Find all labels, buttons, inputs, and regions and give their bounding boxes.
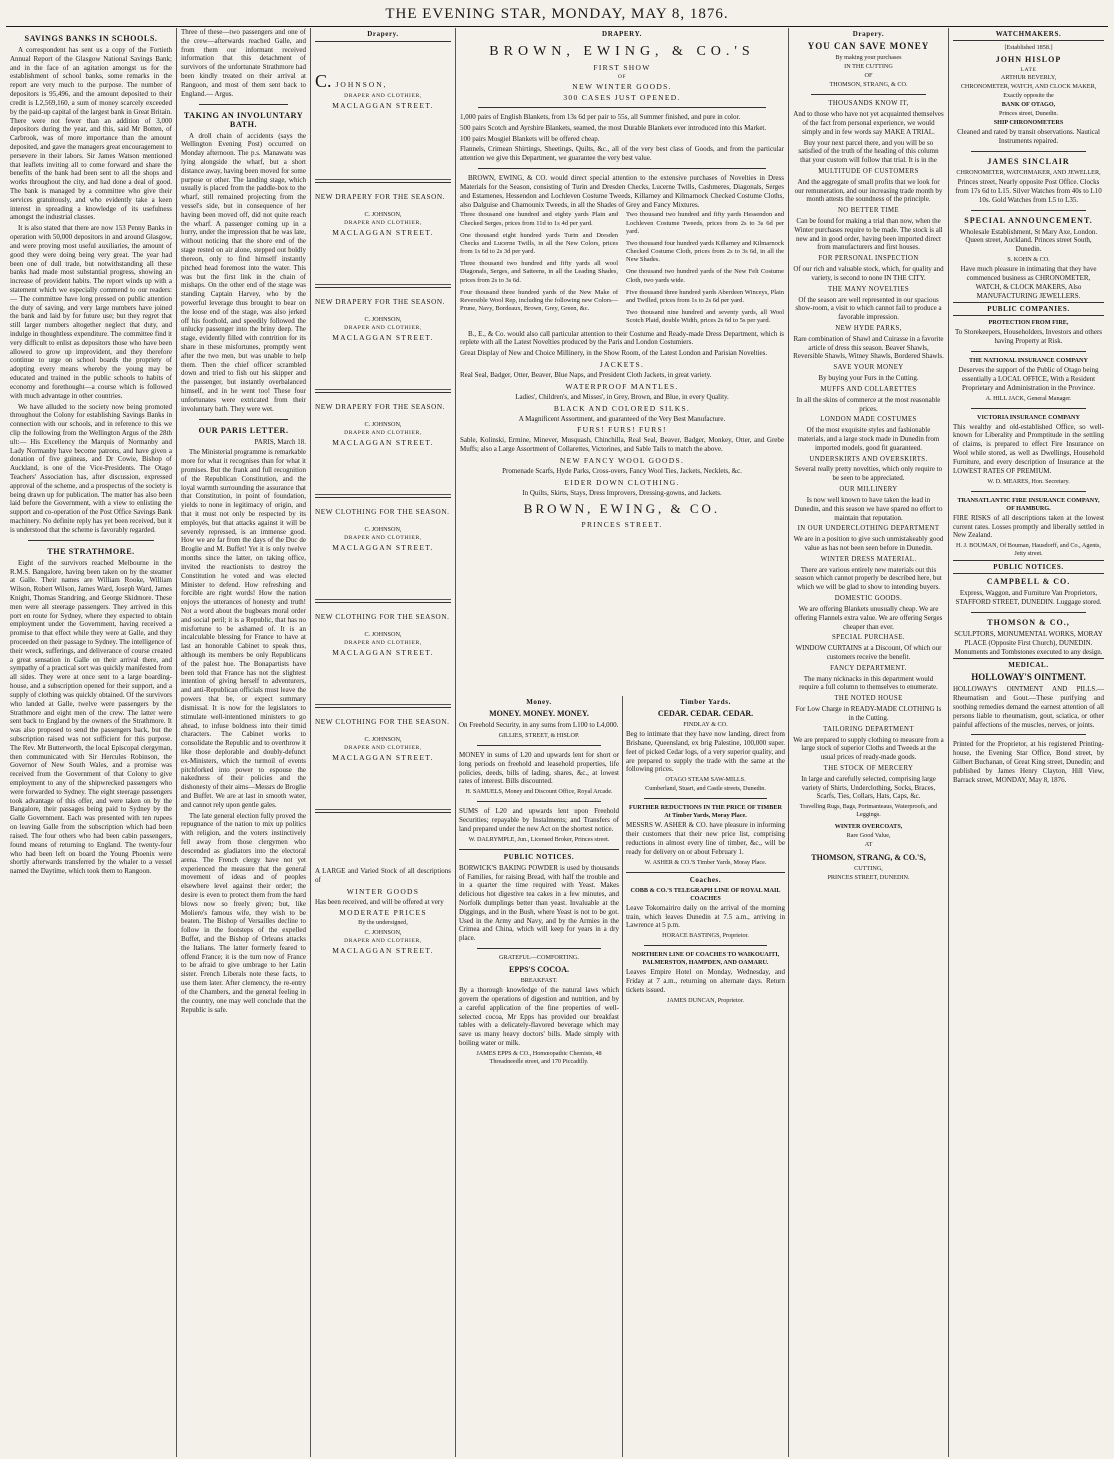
ad-street: MACLAGGAN STREET. <box>332 753 434 763</box>
save-money-title: YOU CAN SAVE MONEY <box>807 41 930 51</box>
divider <box>477 745 601 746</box>
silks-text: A Magnificent Assortment, and guaranteed of the Very Best Manufacture. <box>518 414 726 423</box>
column-brown-ewing <box>455 28 788 1457</box>
ad-draper: DRAPER AND CLOTHIER, <box>344 220 422 227</box>
ad-c-johnson: C. JOHNSON, <box>364 316 402 323</box>
divider <box>971 408 1086 409</box>
divider <box>971 210 1086 211</box>
protection: PROTECTION FROM FIRE, <box>988 319 1069 327</box>
opposite: Exactly opposite the <box>1003 92 1054 100</box>
section-title: THE MANY NOVELTIES <box>827 285 910 293</box>
blanket-item: 1,000 pairs of English Blankets, from 13s 6d per pair to 55s, all Summer finished, and pure in color. <box>460 113 741 121</box>
public-notices-heading-2: PUBLIC NOTICES. <box>953 560 1104 574</box>
ad-c-johnson: C. JOHNSON, <box>364 526 402 533</box>
moderate-prices: MODERATE PRICES <box>339 908 427 918</box>
waterproof-text: Ladies', Children's, and Misses', in Grey, Brown, and Blue, in every Quality. <box>515 392 729 401</box>
drapery-heading-3: Drapery. <box>852 30 885 38</box>
ad-name: JOHNSON, <box>335 80 388 89</box>
paris-paragraph-2: The late general election fully proved the repugnance of the nation to mix up politics with religion, and the voters instinctively fell away from those clergymen who descended as gladiators into the electoral arena. The French clergy have not yet experienced the measure that the general movement of ideas and of peoples elsewhere level against their order; the desire is even to protect them from the hard blows now so freely given; but, like Moliere's famous wife, they wish to be beaten. The Bishop of Versailles decline to follow in the footsteps of the expelled Buffet, and the Bishop of Orleans attacks the Italians. The latter formerly feared to offend France; it is the turn now of France to be afraid to give umbrage to her Latin sister. French Liberals note these facts, to use them later. After clemency, the re-entry of the Chambers, and the general feeling in the country, one may well conclude that the Republic is safe. <box>181 811 306 1014</box>
divider <box>811 94 926 95</box>
timber-heading: Timber Yards. <box>680 698 731 706</box>
princes: PRINCES STREET, DUNEDIN. <box>827 873 910 881</box>
divider <box>971 491 1086 492</box>
masthead: THE EVENING STAR, MONDAY, MAY 8, 1876. <box>6 4 1108 27</box>
johnson-ad <box>315 287 451 390</box>
section-text: For Low Charge in READY-MADE CLOTHING Is in the Cutting. <box>795 705 942 722</box>
list-item: Three thousand two hundred and fifty yards all wool Diagonals, Serges, and Satteens, in all the Leading Shades, prices from 2s to 3s 6d. <box>460 260 618 284</box>
ship-text: Cleaned and rated by transit observations. Nautical Instruments repaired. <box>957 128 1100 146</box>
ad-c-johnson: C. JOHNSON, <box>364 736 402 743</box>
divider <box>971 734 1086 735</box>
street: MACLAGGAN STREET. <box>332 945 434 955</box>
new-winter-goods: NEW WINTER GOODS. <box>572 82 672 91</box>
trans-text: FIRE RISKS of all descriptions taken at the lowest current rates. Losses promptly and liberally settled in New Zealand. <box>953 513 1104 540</box>
large-stock-text: A LARGE and Varied Stock of all descriptions of <box>315 867 451 884</box>
furs-text: Sable, Kolinski, Ermine, Minever, Musquash, Chinchilla, Real Seal, Beaver, Badger, Monkey, Otter, and Grebe Muffs; also a Large Assortment of Collarettes, Victorines, and Sable Tails to match the above. <box>460 436 784 454</box>
medical-heading: MEDICAL. <box>953 658 1104 669</box>
divider <box>971 151 1086 152</box>
list-item: Four thousand three hundred yards of the New Make of Reversible Wool Rep, including the following new Colors—Prune, Navy, Bordeaux, Brown, Grey, Green, &c. <box>460 288 618 313</box>
section-title: WINTER DRESS MATERIAL. <box>820 555 917 563</box>
cobb-title: COBB & CO.'S TELEGRAPH LINE OF ROYAL MAIL COACHES <box>630 886 781 902</box>
ad-headline: NEW CLOTHING FOR THE SEASON. <box>315 718 450 726</box>
list-item: Two thousand nine hundred and seventy yards, all Wool Scotch Plaid, double Width, prices 2s 6d to 5s per yard. <box>626 309 784 325</box>
ad-street: MACLAGGAN STREET. <box>332 101 434 110</box>
section-text: In all the skins of commerce at the most reasonable prices. <box>796 395 941 413</box>
ts-sign: THOMSON, STRANG, & CO.'S, <box>811 852 926 862</box>
waterproof-title: WATERPROOF MANTLES. <box>565 381 679 391</box>
johnson-ads-list <box>315 182 451 810</box>
sinclair: JAMES SINCLAIR <box>987 157 1070 167</box>
ad-initial: C. <box>315 71 332 91</box>
divider <box>477 801 601 802</box>
money-column <box>456 696 622 1457</box>
special-attention: BROWN, EWING, & CO. would direct special attention to the extensive purchases of Novelties in Dress Materials for the Season, consisting of Turin and Dresden Checks, Lucerne Twills, Cashmeres, Diagonals, Serges and Estamenes, Hessendon and Lochleven Costume Tweeds, Killarney and Kilmarnock Checked Costume Cloths, also Dalguise and Chamounix Tweeds, in all the Shades of Grey and Fancy Mixtures. <box>460 174 784 209</box>
sinclair-sub: CHRONOMETER, WATCHMAKER, AND JEWELLER, <box>956 169 1101 177</box>
campbell: CAMPBELL & CO. <box>986 577 1071 587</box>
protection-text: To Storekeepers, Householders, Investors and others having Property at Risk. <box>954 328 1103 346</box>
divider <box>478 107 766 108</box>
section-text: Is now well known to have taken the lead in Dunedin, and this season we have spared no effort to maintain that reputation. <box>794 495 943 522</box>
reductions: FURTHER REDUCTIONS IN THE PRICE OF TIMBER At Timber Yards, Moray Place. <box>628 804 782 820</box>
money-timber-section <box>456 696 788 1457</box>
silks-title: BLACK AND COLORED SILKS. <box>553 403 691 413</box>
by-making: By making your purchases <box>835 54 902 61</box>
cedar-title: CEDAR. CEDAR. CEDAR. <box>657 709 754 718</box>
ad-draper: DRAPER AND CLOTHIER, <box>344 430 422 437</box>
blanket-item: Flannels, Crimean Shirtings, Sheetings, Quilts, &c., all of the very best class of Goods, and from the particular attention we give this Department, we guarantee the very best value. <box>460 145 784 163</box>
section-text: Buy your next parcel there, and you will be so satisfied of the truth of the heading of this column that your custom will follow that trial. It is in the <box>798 138 939 165</box>
section-title: OUR MILLINERY <box>839 486 898 494</box>
column-news-2 <box>176 28 310 1457</box>
section-text: We are offering Blankets unusually cheap. We are offering Flannels extra value. We are offering Serges cheaper than ever. <box>794 604 943 631</box>
section-text: There are various entirely new materials out this season which cannot properly be described here, but which we will be glad to show to intending buyers. <box>795 565 942 592</box>
section-title: DOMESTIC GOODS. <box>834 595 903 603</box>
cobb-text: Leave Tokomairiro daily on the arrival of the morning train, which leaves Dunedin at 7.5 a.m., arriving in Lawrence at 5 p.m. <box>626 903 785 930</box>
princes: Princes street, Dunedin. <box>998 110 1059 118</box>
ad-street: MACLAGGAN STREET. <box>332 228 434 238</box>
large-stock-sub: Has been received, and will be offered at very <box>315 897 444 906</box>
ad-street: MACLAGGAN STREET. <box>332 333 434 343</box>
blanket-item: 500 pairs Scotch and Ayrshire Blankets, seamed, the most Durable Blankets ever introduced into this Market. <box>460 123 767 132</box>
public-notices-heading: PUBLIC NOTICES. <box>459 849 619 861</box>
millinery: Great Display of New and Choice Millinery, in the Show Room, of the Latest London and Parisian Novelties. <box>460 349 768 358</box>
breakfast: BREAKFAST. <box>520 977 558 985</box>
timber-column <box>622 696 788 1457</box>
list-item: One thousand eight hundred yards Turin and Dresden Checks and Lucerne Twills, in all the New Colors, prices from 1s 6d to 2s 3d per yard. <box>460 231 618 256</box>
borwick-text: BORWICK'S BAKING POWDER is used by thousands of Families, for raising Bread, with half the trouble and in a quarter the time required with Yeast. Makes delicious hot digestive tea cakes in a few minutes, and Norfolk dumplings better than yeast. Invaluable at the Diggings, and in the Bush, where Yeast is not to be got. Used in the Army and Navy, and by the Armies in the Crimea and China, which will keep for years in a dry place. <box>459 863 619 943</box>
paris-letter-title: OUR PARIS LETTER. <box>198 425 289 435</box>
winter-goods: WINTER GOODS <box>346 886 420 896</box>
special-text: Wholesale Establishment, St Mary Axe, London. Queen street, Auckland. Princes street South, Dunedin. <box>959 227 1098 254</box>
epps-address: JAMES EPPS & CO., Homœopathic Chemists, 48 Threadneedle street, and 170 Piccadilly. <box>476 1049 602 1065</box>
section-text: Several really pretty novelties, which only require to be seen to be appreciated. <box>794 465 943 483</box>
ad-headline: NEW DRAPERY FOR THE SEASON. <box>315 193 446 201</box>
epps-title: EPPS'S COCOA. <box>508 965 569 975</box>
list-right <box>626 211 784 329</box>
kohn-text: Have much pleasure in intimating that they have commenced business as CHRONOMETER, WATCH, & CLOCK MAKERS, Also MANUFACTURING JEWELLERS. <box>960 265 1097 300</box>
dalrymple: W. DALRYMPLE, Jun., Licensed Broker, Princes street. <box>468 835 610 843</box>
holloway-text: HOLLOWAY'S OINTMENT AND PILLS.—Rheumatism and Gout.—These purifying and soothing remedies demand the earnest attention of all persons liable to rheumatism, gout, sciatica, or other painful affections of the muscles, nerves, or joints. <box>953 685 1104 729</box>
column-thomson-strang <box>788 28 948 1457</box>
rare-value: Rare Good Value, <box>846 832 891 840</box>
section-text: We are in a position to give such unmistakeably good value as has not been seen before in Dunedin. <box>793 535 944 552</box>
divider <box>477 948 601 949</box>
bec-paragraph: B., E., & Co. would also call particular attention to their Costume and Ready-made Dress Department, which is replete with all the Latest Novelties produced by the Paris and London Costumiers. <box>460 329 784 347</box>
campbell-text: Express, Waggon, and Furniture Van Proprietors, STAFFORD STREET, DUNEDIN. Luggage stored. <box>955 589 1102 607</box>
bank: BANK OF OTAGO, <box>1001 101 1056 109</box>
ad-headline: NEW CLOTHING FOR THE SEASON. <box>315 508 450 516</box>
in-cutting: IN THE CUTTING <box>844 63 893 71</box>
thomson-sections <box>793 100 944 801</box>
savings-title: SAVINGS BANKS IN SCHOOLS. <box>24 34 158 43</box>
eider-text: In Quilts, Skirts, Stays, Dress Improvers, Dressing-gowns, and Jackets. <box>522 488 722 497</box>
beverly: ARTHUR BEVERLY, <box>1000 74 1057 82</box>
section-title: NO BETTER TIME <box>838 207 899 215</box>
transatlantic: TRANSATLANTIC FIRE INSURANCE COMPANY, OF HAMBURG. <box>957 496 1100 512</box>
findlay: FINDLAY & CO. <box>683 721 728 728</box>
savings-paragraph-2: It is also stated that there are now 153 Penny Banks in operation with 50,000 depositors in and around Glasgow, and were proving most useful auxiliaries, the amount of good they were doing being very great. The year had been one of dull trade, but notwithstanding all these banks had made most substantial progress, showing an increase of provident habits. The report winds up with a statement which we especially commend to our readers:— The committee have long pressed on public attention the duty of saving, and very large numbers have joined the bank and laid by for future use; but they regret that still larger numbers altogether neglect that duty, and indulge in thoughtless expenditure. The committee find it very difficult to enlist as depositors those who have been allowed to grow up improvident, and they therefore continue to urge on school boards the propriety of adopting every means whereby the young may be educated and trained in the public schools to habits of economy and forethought—a course which is followed with much advantage in other countries. <box>10 224 172 400</box>
strathmore-continued: Three of these—two passengers and one of the crew—afterwards reached Galle, and from them our informant received information that this detachment of survivors of the unfortunate Strathmore had been kindly treated on their arrival at Rangoon, and most of them sent back to England.— Argus. <box>181 28 306 98</box>
drapery-heading: Drapery. <box>367 30 399 38</box>
section-text: WINDOW CURTAINS at a Discount, Of which our customers receive the benefit. <box>795 644 942 661</box>
duncan: JAMES DUNCAN, Proprietor. <box>666 996 744 1004</box>
column-news-1 <box>6 28 176 1457</box>
section-title: FANCY DEPARTMENT. <box>830 664 907 672</box>
list-item: One thousand two hundred yards of the New Felt Costume Cloth, two yards wide. <box>626 268 784 284</box>
thomson-co: THOMSON & CO., <box>987 617 1070 627</box>
blanket-items <box>460 113 784 163</box>
jackets-text: Real Seal, Badger, Otter, Beaver, Blue Naps, and President Cloth Jackets, in great variety. <box>460 371 712 379</box>
brown-ewing-title: BROWN, EWING, & CO.'S <box>489 44 755 59</box>
strathmore-title: THE STRATHMORE. <box>47 546 135 556</box>
divider <box>199 419 288 420</box>
section-title: MUFFS AND COLLARETTES <box>820 385 917 393</box>
section-title: THOUSANDS KNOW IT, <box>828 100 909 108</box>
hastings: HORACE BASTINGS, Proprietor. <box>662 932 749 940</box>
gillies: GILLIES, STREET, & HISLOP. <box>498 731 580 739</box>
public-companies-heading: PUBLIC COMPANIES. <box>953 302 1104 316</box>
jackets-title: JACKETS. <box>599 360 645 369</box>
samuels: H. SAMUELS, Money and Discount Office, Royal Arcade. <box>465 788 613 796</box>
of-label: OF <box>617 74 627 80</box>
money-heading: Money. <box>526 698 552 706</box>
ad-street: MACLAGGAN STREET. <box>332 648 434 658</box>
special-announcement: SPECIAL ANNOUNCEMENT. <box>964 215 1093 225</box>
sums-text: SUMS of L20 and upwards lent upon Freehold Securities; repayable by Instalments; and Transfers of land prepared under the new Act on the shortest notice. <box>459 807 619 833</box>
money-title: MONEY. MONEY. MONEY. <box>489 709 589 718</box>
ad-draper: DRAPER AND CLOTHIER, <box>344 535 422 542</box>
thomson-strang: THOMSON, STRANG, & CO. <box>829 81 908 89</box>
divider <box>199 104 288 105</box>
divider <box>971 612 1086 613</box>
first-show: FIRST SHOW <box>593 63 651 72</box>
list-item: Five thousand three hundred yards Aberdeen Winceys, Plain and Twilled, prices from 1s to 2s 6d per yard. <box>626 288 784 304</box>
taking-bath-title: TAKING AN INVOLUNTARY BATH. <box>183 110 304 129</box>
at: AT <box>864 841 873 849</box>
section-text: Of the most exquisite styles and fashionable materials, and a large stock made in Dunedin from imported models, good fit guaranteed. <box>797 426 940 452</box>
ad-headline: NEW DRAPERY FOR THE SEASON. <box>315 403 446 411</box>
divider <box>28 540 154 541</box>
imprint: Printed for the Proprietor, at his registered Printing-house, the Evening Star Office, Bond street, by Gilbert Buchanan, of Great King street, Dunedin; and published by James Henry Clayton, Hill View, Barrack street, MONDAY, May 8, 1876. <box>953 740 1104 784</box>
section-title: LONDON MADE COSTUMES <box>820 416 917 424</box>
ad-draper: DRAPER AND CLOTHIER, <box>344 640 422 647</box>
watchmakers-heading: WATCHMAKERS. <box>953 30 1104 41</box>
johnson-ad <box>315 707 451 810</box>
johnson-ad <box>315 602 451 705</box>
timber-text: Beg to intimate that they have now landing, direct from Brisbane, Queensland, ex brig Palestine, 100,000 super. feet of picked Cedar logs, of a very superior quality, and are prepared to supply the trade with the same at the following prices. <box>626 730 785 774</box>
section-title: NEW HYDE PARKS, <box>835 325 902 333</box>
section-text: The many nicknacks in this department would require a full column to themselves to enumerate. <box>799 674 938 692</box>
list-left <box>460 211 618 329</box>
column-drapery-johnson <box>310 28 455 1457</box>
blanket-item: 100 pairs Mosgiel Blankets will be offered cheap. <box>460 134 600 143</box>
kohn: S. KOHN & CO. <box>1007 256 1050 263</box>
national-text: Deserves the support of the Public of Otago being essentially a LOCAL OFFICE, With a Resident Proprietary and Administration in the Province. <box>958 366 1099 392</box>
section-title: IN OUR UNDERCLOTHING DEPARTMENT <box>797 525 940 533</box>
ad-street: MACLAGGAN STREET. <box>332 543 434 553</box>
travelling: Travelling Rugs, Bags, Portmanteaus, Waterproofs, and Leggings. <box>799 803 938 819</box>
johnson-ad <box>315 392 451 495</box>
section-text: And the aggregate of small profits that we look for our remuneration, and our increasing trade month by month attests the soundness of the principle. <box>794 177 943 204</box>
thomson-text: SCULPTORS, MONUMENTAL WORKS, MORAY PLACE (Opposite First Church), DUNEDIN. Monuments and Tombstones executed to any design. <box>954 629 1103 656</box>
national: THE NATIONAL INSURANCE COMPANY <box>969 357 1088 364</box>
winter-overcoats: WINTER OVERCOATS, <box>834 823 903 831</box>
section-text: We are prepared to supply clothing to measure from a large stock of superior Cloths and Tweeds at the usual prices of ready-made goods. <box>793 735 944 762</box>
section-text: Rare combination of Shawl and Cuirasse in a favorite article of dress this season. Beaver Shawls, Reversible Shawls, Witney Shawls, Bordered Shawls. <box>793 334 944 361</box>
savings-paragraph-3: We have alluded to the society now being promoted throughout the Colony for establishing Savings Banks in connection with our schools, and in reference to this we clip the following from the Wellington Argus of the 28th ult:— His Excellency the Marquis of Normanby and Lady Normanby have become patrons, and have given a donation of five guineas, and Dr Cowie, Bishop of Auckland, is one of the Vice-Presidents. The Otago Teachers' Association has, after discussion, expressed approval of the scheme, and a prospectus of the society is being drawn up for publication. The matter has also been laid before the Government, with a view to enlisting the support and co-operation of the Post Office Savings Bank machinery. No definite reply has yet been received, but it is understood that the scheme is favorably regarded. <box>10 402 172 534</box>
section-text: And to those who have not yet acquainted themselves of the fact from personal experience, we would simply and in few words say MAKE A TRIAL. <box>793 110 944 136</box>
list-item: Two thousand four hundred yards Killarney and Kilmarnock Checked Costume Cloth, prices from 2s to 3s 6d, in all the New Shades. <box>626 239 784 264</box>
section-title: MULTITUDE OF CUSTOMERS <box>818 167 919 175</box>
column-watchmakers <box>948 28 1108 1457</box>
johnson-ad <box>315 497 451 600</box>
section-text: Of our rich and valuable stock, which, for quality and variety, is second to none IN THE CITY. <box>793 265 944 282</box>
of: OF <box>864 72 873 80</box>
ad-draper: DRAPER AND CLOTHIER, <box>344 745 422 752</box>
c-johnson: C. JOHNSON, <box>364 928 402 936</box>
established: [Established 1858.] <box>1004 44 1053 51</box>
ship: SHIP CHRONOMETERS <box>993 119 1064 127</box>
chronometer: CHRONOMETER, WATCH, AND CLOCK MAKER, <box>960 83 1097 91</box>
victoria: VICTORIA INSURANCE COMPANY <box>977 413 1080 421</box>
list-item: Two thousand two hundred and fifty yards Hessendon and Lochleven Costume Tweeds, prices from 2s to 3s 6d per yard. <box>626 211 784 235</box>
brown-ewing-sign: BROWN, EWING, & CO. <box>523 500 721 516</box>
asher-text: MESSRS W. ASHER & CO. have pleasure in informing their customers that their new price list, comprising reductions in almost every line of timber, &c., will be ready for delivery on or about February 1. <box>626 821 785 856</box>
northern-text: Leaves Empire Hotel on Monday, Wednesday, and Friday at 7 a.m., returning on alternate days. Return tickets issued. <box>626 968 785 995</box>
money-text: On Freehold Security, in any sums from L100 to L4,000. <box>459 721 619 729</box>
section-title: TAILORING DEPARTMENT <box>823 725 914 733</box>
list-item: Three thousand one hundred and eighty yards Plain and Checked Serges, prices from 11d to 1s 4d per yard. <box>460 211 618 227</box>
section-title: SPECIAL PURCHASE. <box>831 634 906 642</box>
two-column-lists <box>460 211 784 329</box>
paris-paragraph-1: The Ministerial programme is remarkable more for what it recognises than for what it promises. But the frank and full recognition of the Republican Constitution, and the loyal warmth surrounding the assurance that that Constitution, in point of foundation, yields to none in legitimacy of origin, and that it must not only be respected by its employés, but that attacks against it will be severely repressed, is an immense good. How we are far from the days of the Duc de Broglie and M. Buffet! Yet it is only twelve months since the latter, on taking office, invited the reactionists to destroy the Constitution he voted and was elected Minister to defend. How refreshing and forcible are right words! How the nation enjoys the utterances of honesty and truth! Not a word about the bugbears moral order and social peril; it is a Republic, that has no misfortune to be ashamed of. It is an incalculable blessing for France to have at last an honorable Cabinet to speak thus, although its members be only Republicans of the palest hue. The Bonapartists have been told that France has not the slightest intention of giving herself to adventurers, and anti-Republican officials must leave the powers that be, or expect summary dismissal. It is now for the legislators to stimulate well-intentioned ministers to go ahead, to infuse boldness into their timid characters. The Cabinet works to consolidate the Republic and to overthrow it like those deplorable and doubly-defunct ex-Ministers, which the turmoil of events pitchforked into power to espouse the nakedness of their policies and the dishonesty of their aims—Messrs de Broglie and Buffet. We are at last in smooth water, and cannot rely upon gentle gales. <box>181 448 307 809</box>
by-undersigned: By the undersigned, <box>358 919 408 927</box>
asher-sign: W. ASHER & CO.'S Timber Yards, Moray Place. <box>644 858 767 866</box>
cumberland: Cumberland, Stuart, and Castle streets, Dunedin. <box>645 785 766 793</box>
divider <box>971 351 1086 352</box>
section-text: Can be found for making a trial than now, when the Winter purchases require to be made. The stock is all new and in good order, having been imported direct from manufacturers and first houses. <box>794 217 943 252</box>
ad-headline: NEW DRAPERY FOR THE SEASON. <box>315 298 446 306</box>
hislop: JOHN HISLOP <box>995 55 1062 65</box>
section-text: By buying your Furs in the Cutting. <box>818 374 919 383</box>
divider <box>644 945 767 946</box>
ad-headline: NEW CLOTHING FOR THE SEASON. <box>315 613 450 621</box>
holloway-title: HOLLOWAY'S OINTMENT. <box>971 672 1086 683</box>
draper: DRAPER AND CLOTHIER, <box>344 937 422 944</box>
johnson-ad-main <box>315 41 451 180</box>
johnson-ad-large <box>315 812 451 962</box>
hill-jack: A. HILL JACK, General Manager. <box>985 394 1072 402</box>
ad-c-johnson: C. JOHNSON, <box>364 631 402 638</box>
savings-paragraph-1: A correspondent has sent us a copy of the Fortieth Annual Report of the Glasgow National Savings Bank; and in the face of an agitation amongst us for the establishment of school banks, some remarks in the report are very much to the purpose. The number of depositors is 95,496, and the amount deposited to their credit is L2,569,160, a sum of money scarcely exceeded by the paid-up capital of the largest bank in Great Britain. There were not fewer than an addition of 3,000 depositors during the year, and this, said Mr Botten, of Carbrook, was of more importance than the amount deposited, and gave the managers great encouragement to persevere in their labors. Sir James Watson mentioned that leaflets inviting all to come forward and share the benefits of the bank had been sent to all the shops and works throughout the city, and had done a deal of good. The bank is managed by a committee who give their services gratuitously, and who evidently take a keen interest in spreading a knowledge of its usefulness amongst the industrial classes. <box>10 46 172 222</box>
ad-street: MACLAGGAN STREET. <box>332 438 434 448</box>
ad-c-johnson: C. JOHNSON, <box>364 211 402 218</box>
meares: W. D. MEARES, Hon. Secretary. <box>987 477 1070 485</box>
strathmore-paragraph: Eight of the survivors reached Melbourne in the R.M.S. Bangalore, having been taken on by the steamer at Galle. Their names are William Rooke, William Wilson, Robert Wilson, James Ward, Joseph Ward, James Knight, Thomas Standring, and George Skidmore. These men were all steerage passengers. They arrived in this port en route for Sydney, where they expected to obtain employment under the Government, having received a promise to that effect while they were at Galle, and they proceeded on their passage to Sydney. The intelligence of their wreck, sufferings, and deliverance of course created a great sensation in Galle on their arrival there, and sympathy of a practical sort was quickly manifested from all sides. They were at once sent to a large boarding-house, and a subscription opened for their support, and a supply of clothing was quickly obtained. Of the survivors who landed at Galle, twelve were passengers by the Strathmore and eight men of the crew. The latter were sent back to England by the owners of the Strathmore. It was also proposed to send the passengers back, but the subscription raised was not sufficient for this purpose. The Rev. Mr Butterworth, the local Episcopal clergyman, then communicated with Sir Hercules Robinson, the Governor of New South Wales, and a promise was received from the Government of that Colony to give employment to any of the shipwrecked passengers who were forwarded to Sydney. The eight steerage passengers took advantage of this offer, and were taken on by the Bangalore, their passages being paid to Sydney by the Galle Government. Each was presented with ten rupees on leaving Galle from the subscription which had been raised. The four others who had been cabin passengers, found means of returning to England. The twenty-four who had been left on board the Young Phoenix were shortly afterwards transferred by the whaler to a vessel named the Daytime, which took them to Rangoon. <box>10 558 172 876</box>
northern-title: NORTHERN LINE OF COACHES TO WAIKOUAITI, PALMERSTON, HAMPDEN, AND OAMARU. <box>631 951 780 967</box>
section-text: In large and carefully selected, comprising large variety of Shirts, Underclothing, Socks, Braces, Scarfs, Ties, Collars, Hats, Caps, &c. <box>801 774 936 801</box>
coaches-heading: Coaches. <box>626 872 785 884</box>
cases-opened: 300 CASES JUST OPENED. <box>563 93 681 102</box>
columns <box>6 28 1108 1457</box>
ad-draper: DRAPER AND CLOTHIER, <box>344 93 422 99</box>
section-title: THE STOCK OF MERCERY <box>823 764 914 772</box>
divider <box>644 798 767 799</box>
paris-date: PARIS, March 18. <box>254 437 306 446</box>
princes-street: PRINCES STREET. <box>581 519 663 529</box>
fancy-text: Promenade Scarfs, Hyde Parks, Cross-overs, Fancy Wool Ties, Jackets, Necklets, &c. <box>502 467 742 476</box>
late: LATE <box>1020 67 1037 74</box>
section-title: THE NOTED HOUSE <box>834 695 903 703</box>
drapery-heading-2: DRAPERY. <box>602 30 642 38</box>
divider <box>478 168 766 169</box>
taking-bath-paragraph: A droll chain of accidents (says the Wellington Evening Post) occurred on Monday afternoon. The p.s. Manawatu was lying alongside the wharf, but a short distance away, having been moved for some purpose or other. The landing stage, which usually is placed from the paddle-box to the wharf, still remained projecting from the vessel's side, but in consequence of her having been moved off, did not quite reach the wharf. A passenger coming up in a hurry, under the impression that he was late, without noticing that the shore end of the stage rested on air alone, stepped out boldly thereon, only to find himself instantly pitched head foremost into the water. This was but the first link in the chain of mishaps. On the other end of the stage was standing Captain Harvey, who by the powerful leverage thus brought to bear on the loose end of the stage, was also jerked off his foothold, and speedily followed the unlucky passenger into the briny deep. The stage, evidently filled with contrition for its share in these misfortunes, promptly went after the two men, but was unable to help them. Then the chief officer scrambled down and tried to fish out his skipper and the passenger, but instantly overbalanced himself, and in he went too! These four unfortunates were extricated from their involuntary bath. They were wet. <box>181 131 306 413</box>
section-title: FOR PERSONAL INSPECTION <box>818 255 919 263</box>
victoria-text: This wealthy and old-established Office, so well-known for Liberality and Promptitude in the settling of claims, is prepared to effect Fire Insurance on Wool while stored, as well as Dwellings, Household Furniture, and every description of Insurance at the LOWEST RATES OF PREMIUM. <box>953 422 1104 475</box>
ad-c-johnson: C. JOHNSON, <box>364 421 402 428</box>
furs-title: FURS! FURS! FURS! <box>577 425 667 435</box>
money2-text: MONEY in sums of L20 and upwards lent for short or long periods on freehold and leasehold properties, life policies, deeds, bills of lading, shares, &c., at lowest rates of interest. Bills discounted. <box>459 750 619 786</box>
epps-text: By a thorough knowledge of the natural laws which govern the operations of digestion and nutrition, and by a careful application of the fine properties of well-selected cocoa, Mr Epps has provided our breakfast tables with a delicately-flavored beverage which may save us many heavy doctors' bills. Made simply with boiling water or milk. <box>459 986 619 1047</box>
fancy-title: NEW FANCY WOOL GOODS. <box>559 456 685 466</box>
eider-title: EIDER DOWN CLOTHING. <box>564 477 680 487</box>
otago-saw-mills: OTAGO STEAM SAW-MILLS. <box>665 776 746 784</box>
bouman: H. J. BOUMAN, Of Bouman, Hausdorff, and Co., Agents, Jetty street. <box>956 542 1101 558</box>
sinclair-text: Princes street, Nearly opposite Post Office. Clocks from 17s 6d to L15. Silver Watches from 40s to L10 10s. Gold Watches from L5 to L35. <box>955 178 1102 204</box>
section-title: UNDERSKIRTS AND OVERSKIRTS. <box>809 455 928 463</box>
section-text: Of the season are well represented in our spacious show-room, a visit to which cannot fail to produce a favorable impression. <box>795 295 942 322</box>
grateful: GRATEFUL—COMFORTING. <box>499 954 579 961</box>
cutting: CUTTING, <box>854 864 883 872</box>
ad-draper: DRAPER AND CLOTHIER, <box>344 325 422 332</box>
section-title: SAVE YOUR MONEY <box>833 364 904 372</box>
johnson-ad <box>315 182 451 285</box>
